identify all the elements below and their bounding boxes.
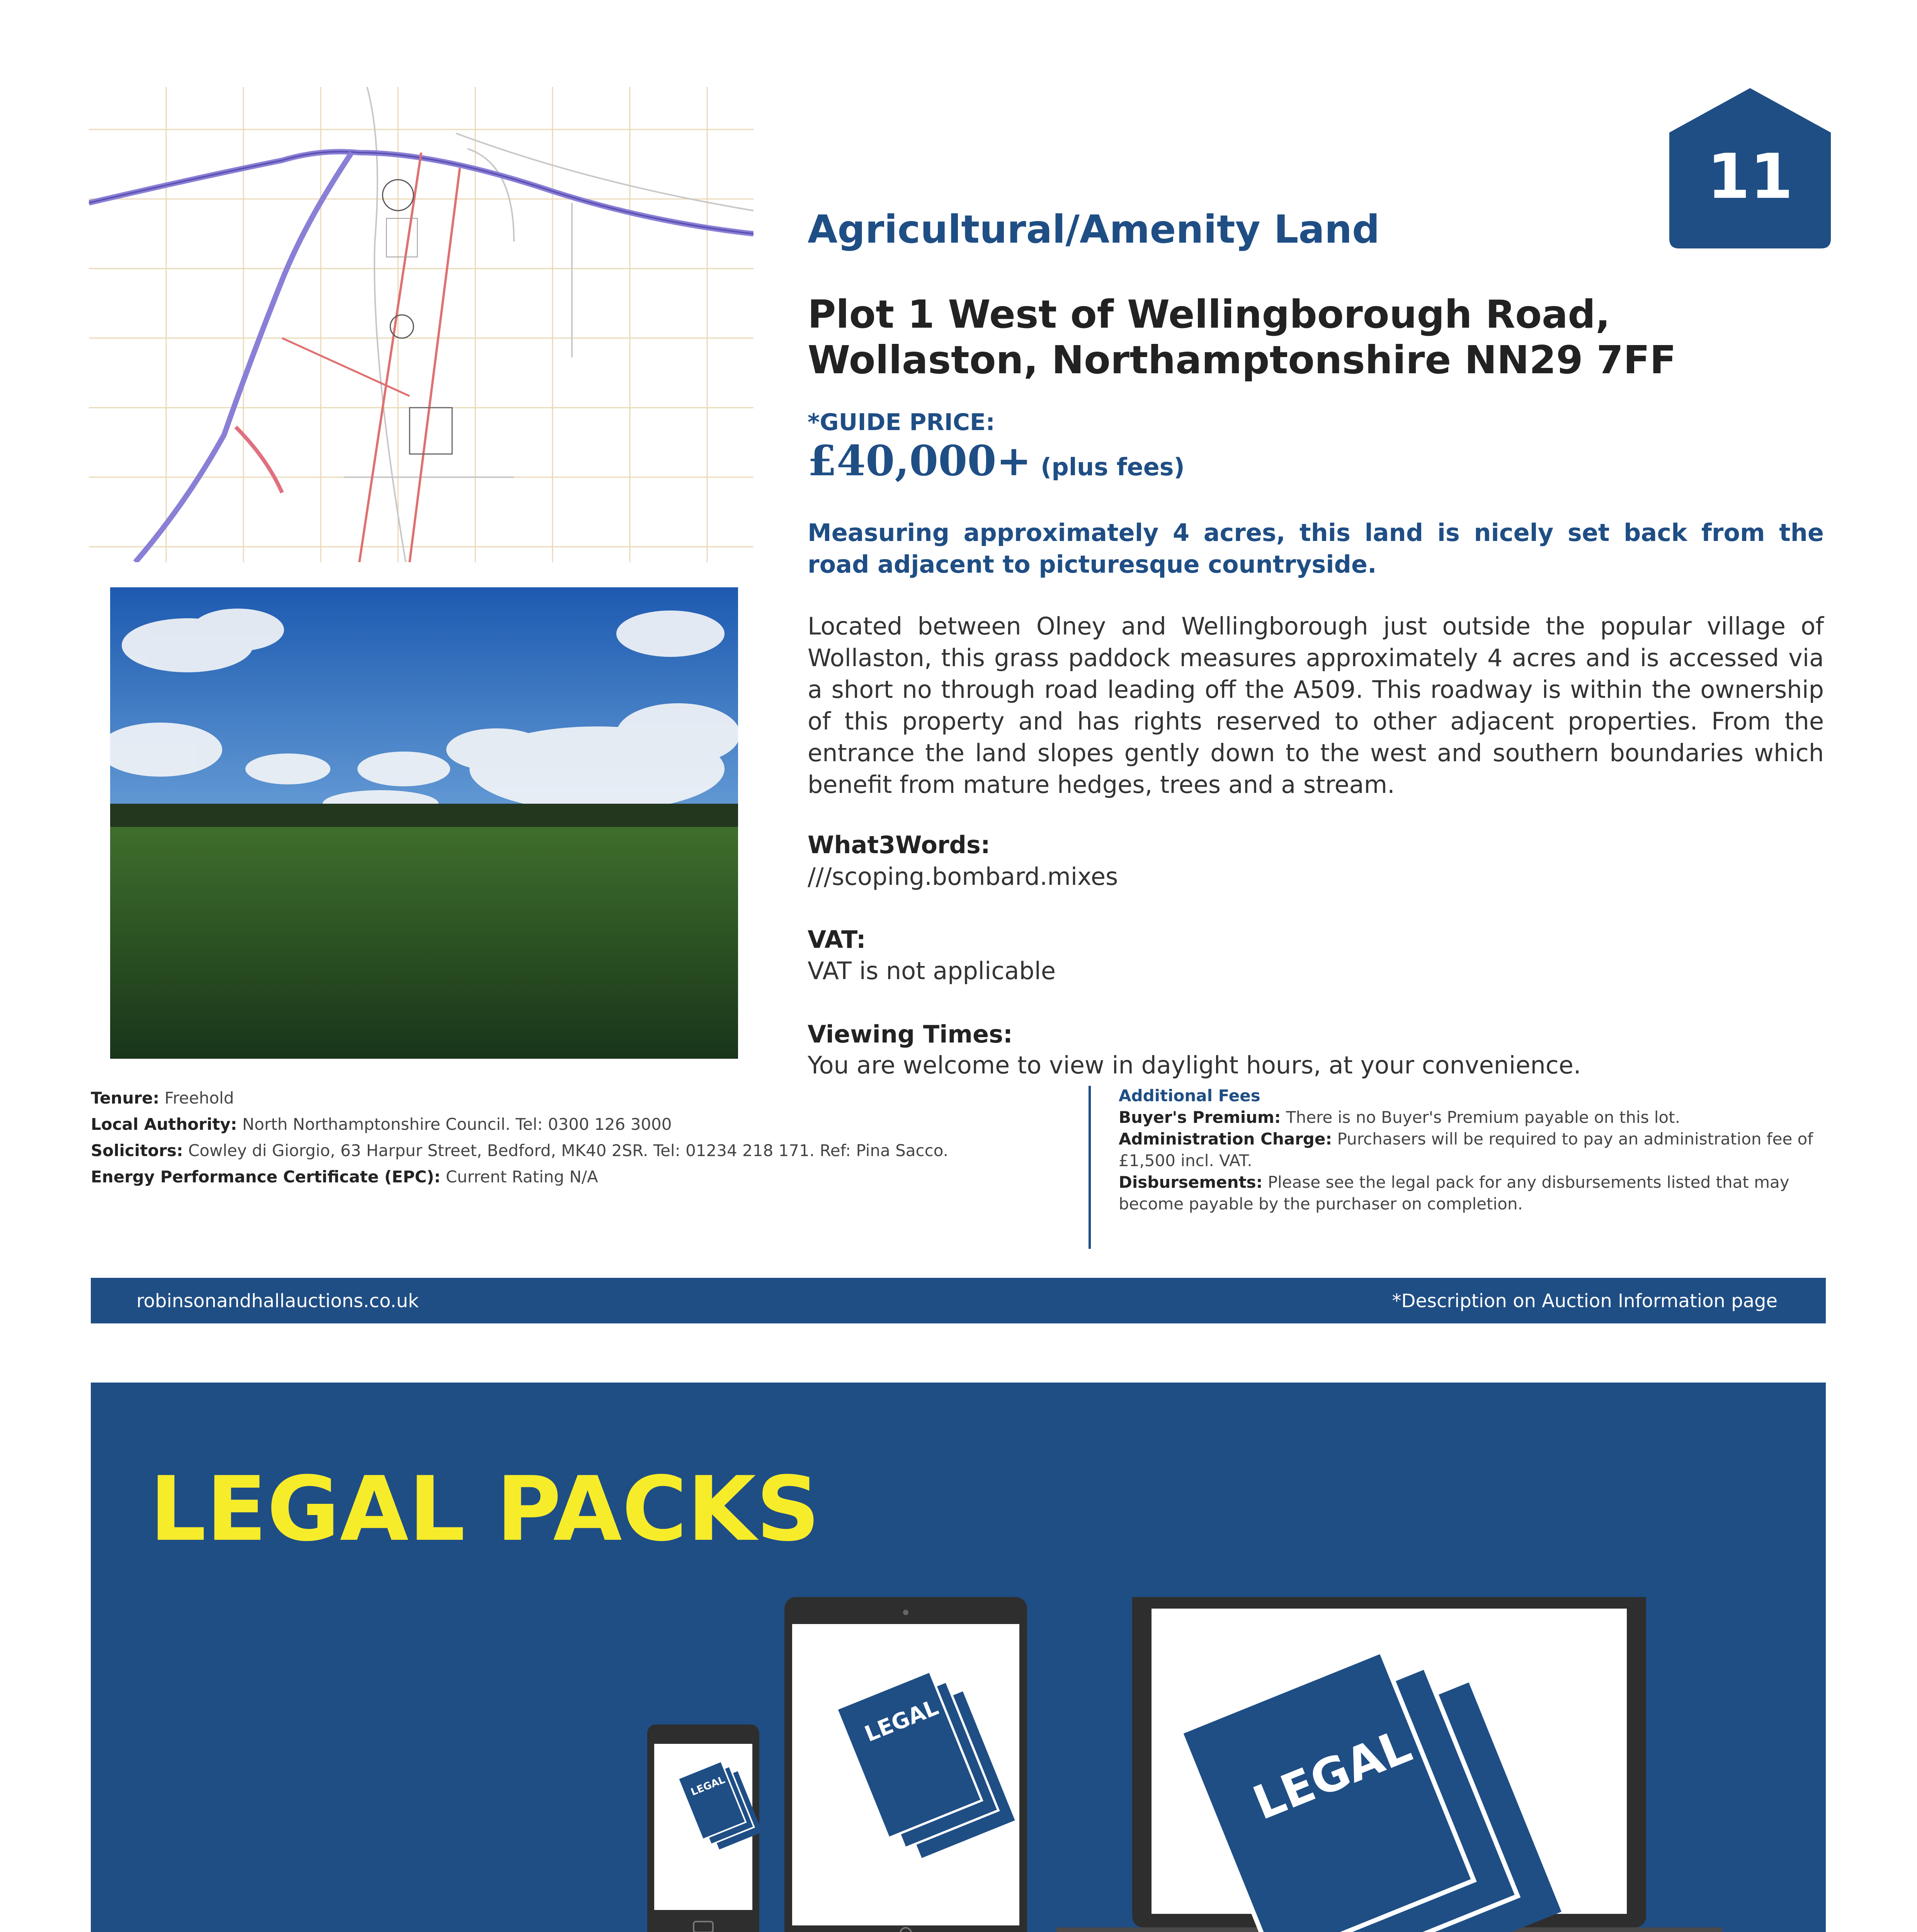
additional-fees <box>1119 1085 1826 1215</box>
website-bar <box>91 1278 1826 1323</box>
solicitors-line: Solicitors: Cowley di Giorgio, 63 Harpur Street, Bedford, MK40 2SR. Tel: 01234 218 171. Ref: Pina Sacco. <box>91 1141 949 1160</box>
lot-number-badge <box>1669 88 1831 248</box>
price-note: (plus fees) <box>1040 453 1185 481</box>
legal-packs-panel <box>91 1383 1826 1932</box>
device-legal-label-medium: LEGAL <box>861 1695 942 1747</box>
property-intro: Measuring approximately 4 acres, this land is nicely set back from the road adjacent to picturesque countryside. <box>808 519 1824 578</box>
local-authority-line: Local Authority: North Northamptonshire Council. Tel: 0300 126 3000 <box>91 1115 672 1134</box>
additional-fees-title: Additional Fees <box>1119 1086 1260 1105</box>
property-details <box>91 1085 1057 1190</box>
disbursements-line: Disbursements: Please see the legal pack for any disbursements listed that may become payable by the purchaser on completion. <box>1119 1173 1789 1213</box>
tenure-line: Tenure: Freehold <box>91 1088 234 1107</box>
viewing-label: Viewing Times: <box>808 1020 1013 1048</box>
guide-price-label: *GUIDE PRICE: <box>808 409 995 436</box>
buyers-premium-line: Buyer's Premium: There is no Buyer's Premium payable on this lot. <box>1119 1108 1680 1127</box>
land-photo <box>110 587 738 1059</box>
laptop-device-icon <box>1055 1597 1723 1932</box>
fees-divider <box>1089 1086 1091 1249</box>
viewing-value: You are welcome to view in daylight hours, at your convenience. <box>808 1051 1581 1079</box>
price-value: £40,000+ <box>808 437 1031 485</box>
phone-device-icon <box>647 1725 762 1932</box>
admin-charge-line: Administration Charge: Purchasers will be required to pay an administration fee of £1,500 incl. VAT. <box>1119 1129 1813 1170</box>
site-plan-map <box>89 87 754 562</box>
vat-value: VAT is not applicable <box>808 957 1056 985</box>
guide-price <box>808 437 1185 485</box>
what3words-label: What3Words: <box>808 831 990 859</box>
tablet-device-icon <box>784 1597 1027 1932</box>
devices-illustration <box>647 1597 1729 1932</box>
device-legal-label-large: LEGAL <box>1246 1719 1419 1831</box>
property-description: Located between Olney and Wellingborough just outside the popular village of Wollaston, this grass paddock measures approximately 4 acres and is accessed via a short no through road leading off the A509. This roadway is within the ownership of this property and has rights reserved to other adjacent properties. From the entrance the land slopes gently down to the west and southern boundaries which benefit from mature hedges, trees and a stream. <box>808 612 1824 799</box>
legal-packs-title: LEGAL PACKS <box>150 1458 820 1561</box>
device-legal-label-small: LEGAL <box>689 1774 727 1798</box>
description-note: *Description on Auction Information page <box>1392 1290 1778 1312</box>
vat-label: VAT: <box>808 925 866 954</box>
property-address: Plot 1 West of Wellingborough Road, Wollaston, Northamptonshire NN29 7FF <box>808 292 1676 383</box>
epc-line: Energy Performance Certificate (EPC): Current Rating N/A <box>91 1167 598 1186</box>
lot-number: 11 <box>1707 140 1793 213</box>
property-category: Agricultural/Amenity Land <box>808 207 1380 252</box>
what3words-value: ///scoping.bombard.mixes <box>808 862 1118 891</box>
website-link[interactable]: robinsonandhallauctions.co.uk <box>136 1290 419 1312</box>
